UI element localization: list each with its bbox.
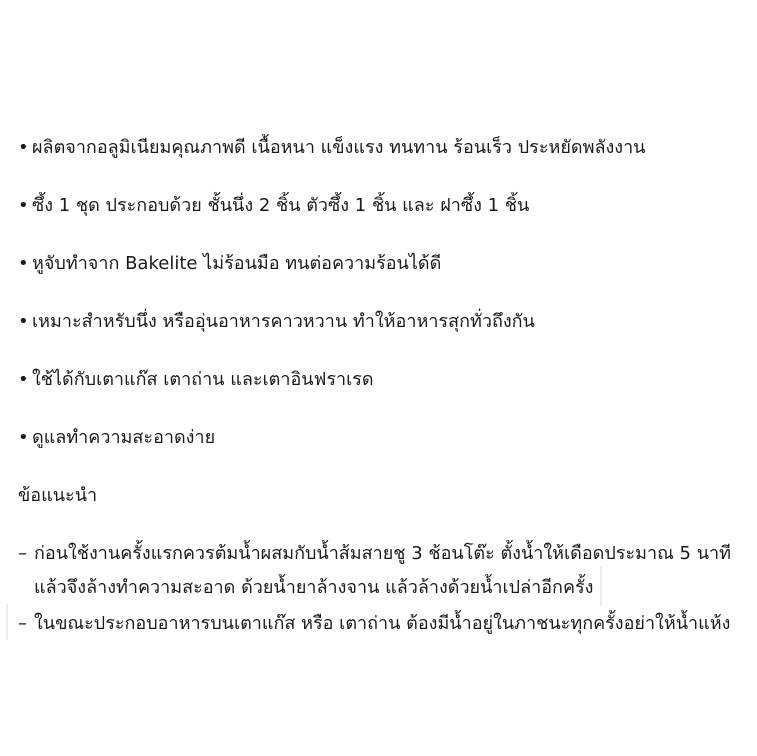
dash-icon: –: [18, 543, 27, 564]
bullet-icon: •: [18, 311, 29, 332]
bullet-icon: •: [18, 137, 29, 158]
advice-item: [18, 612, 730, 636]
advice-item: [18, 542, 731, 566]
feature-text: หูจับทำจาก Bakelite ไม่ร้อนมือ ทนต่อความร้อนได้ดี: [32, 253, 442, 274]
feature-item: [18, 252, 441, 276]
bullet-icon: •: [18, 369, 29, 390]
feature-text: ดูแลทำความสะอาดง่าย: [32, 427, 216, 448]
advice-heading: ข้อแนะนำ: [18, 485, 98, 506]
bullet-icon: •: [18, 195, 29, 216]
advice-continuation: แล้วจึงล้างทำความสะอาด ด้วยน้ำยาล้างจาน แล้วล้างด้วยน้ำเปล่าอีกครั้ง: [34, 577, 594, 598]
bullet-icon: •: [18, 253, 29, 274]
bullet-icon: •: [18, 427, 29, 448]
feature-item: [18, 136, 645, 160]
feature-item: [18, 426, 215, 450]
feature-text: ผลิตจากอลูมิเนียมคุณภาพดี เนื้อหนา แข็งแรง ทนทาน ร้อนเร็ว ประหยัดพลังงาน: [32, 137, 646, 158]
dash-icon: –: [18, 613, 27, 634]
divider: [600, 566, 602, 606]
feature-item: [18, 310, 535, 334]
advice-text: ในขณะประกอบอาหารบนเตาแก๊ส หรือ เตาถ่าน ต้องมีน้ำอยู่ในภาชนะทุกครั้งอย่าให้น้ำแห้ง: [34, 613, 731, 634]
feature-text: เหมาะสำหรับนึ่ง หรืออุ่นอาหารคาวหวาน ทำให้อาหารสุกทั่วถึงกัน: [32, 311, 535, 332]
feature-text: ใช้ได้กับเตาแก๊ส เตาถ่าน และเตาอินฟราเรด: [32, 369, 374, 390]
feature-item: [18, 368, 374, 392]
feature-item: [18, 194, 529, 218]
divider: [6, 604, 8, 640]
advice-text: ก่อนใช้งานครั้งแรกควรต้มน้ำผสมกับน้ำส้มสายชู 3 ช้อนโต๊ะ ตั้งน้ำให้เดือดประมาณ 5 นาที: [34, 543, 731, 564]
feature-text: ซึ้ง 1 ชุด ประกอบด้วย ชั้นนึ่ง 2 ชิ้น ตัวซึ้ง 1 ชิ้น และ ฝาซึ้ง 1 ชิ้น: [32, 195, 530, 216]
